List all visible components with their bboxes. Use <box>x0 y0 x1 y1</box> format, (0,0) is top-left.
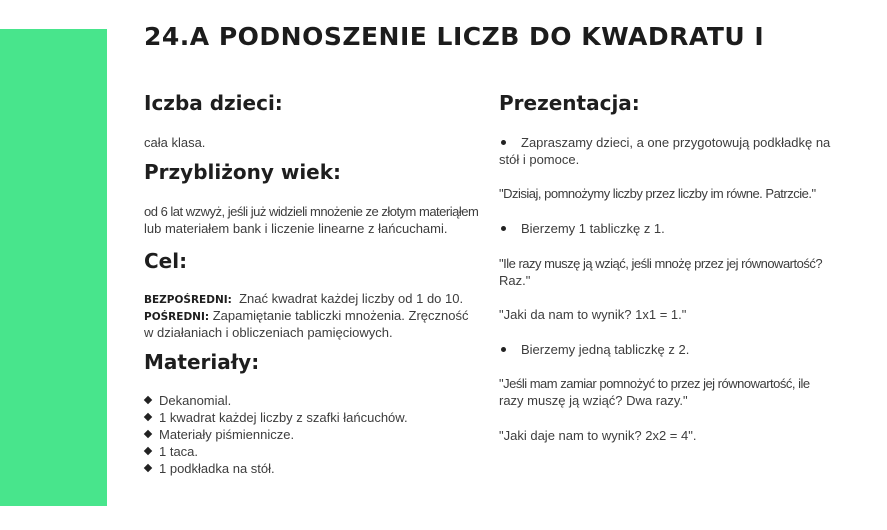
list-item: 1 kwadrat każdej liczby z szafki łańcuchów. <box>144 409 408 426</box>
diamond-bullet-icon <box>144 396 152 404</box>
presentation-quote: "Jeśli mam zamiar pomnożyć to przez jej równowartość, ile <box>499 376 810 391</box>
presentation-quote-cont: razy muszę ją wziąć? Dwa razy." <box>499 393 688 408</box>
presentation-quote: "Dzisiaj, pomnożymy liczby przez liczby im równe. Patrzcie." <box>499 186 816 201</box>
presentation-quote-cont: Raz." <box>499 273 531 288</box>
list-item: 1 taca. <box>144 443 408 460</box>
presentation-bullet: Bierzemy jedną tabliczkę z 2. <box>499 341 689 358</box>
presentation-heading: Prezentacja: <box>499 91 640 115</box>
bullet-dot-icon <box>501 140 506 145</box>
direct-label: BEZPOŚREDNI: <box>144 294 232 306</box>
materials-heading: Materiały: <box>144 350 260 374</box>
diamond-bullet-icon <box>144 430 152 438</box>
list-item: Dekanomial. <box>144 392 408 409</box>
materials-list <box>144 392 408 477</box>
children-heading: Iczba dzieci: <box>144 91 283 115</box>
age-text-line2: lub materiałem bank i liczenie linearne z łańcuchami. <box>144 221 448 236</box>
presentation-quote: "Jaki daje nam to wynik? 2x2 = 4". <box>499 428 697 443</box>
indirect-text: Zapamiętanie tabliczki mnożenia. Zręczność <box>212 308 469 323</box>
age-text-line1: od 6 lat wzwyż, jeśli już widzieli mnożenie ze złotym materiąłem <box>144 204 479 219</box>
goal-indirect-line2: w działaniach i obliczeniach pamięciowych. <box>144 325 393 340</box>
presentation-quote: "Jaki da nam to wynik? 1x1 = 1." <box>499 307 687 322</box>
presentation-text: stół i pomoce. <box>499 152 580 167</box>
presentation-bullet: Bierzemy 1 tabliczkę z 1. <box>499 220 665 237</box>
diamond-bullet-icon <box>144 464 152 472</box>
children-text: cała klasa. <box>144 135 206 150</box>
page-title: 24.A PODNOSZENIE LICZB DO KWADRATU I <box>144 22 765 51</box>
diamond-bullet-icon <box>144 447 152 455</box>
presentation-quote: "Ile razy muszę ją wziąć, jeśli mnożę przez jej równowartość? <box>499 256 823 271</box>
goal-heading: Cel: <box>144 249 188 273</box>
list-item: Materiały piśmiennicze. <box>144 426 408 443</box>
accent-sidebar-bar <box>0 29 107 506</box>
presentation-bullet: Zapraszamy dzieci, a one przygotowują podkładkę na <box>499 134 830 151</box>
direct-text: Znać kwadrat każdej liczby od 1 do 10. <box>239 291 464 306</box>
diamond-bullet-icon <box>144 413 152 421</box>
bullet-dot-icon <box>501 347 506 352</box>
bullet-dot-icon <box>501 226 506 231</box>
list-item: 1 podkładka na stół. <box>144 460 408 477</box>
age-heading: Przybliżony wiek: <box>144 160 342 184</box>
indirect-label: POŚREDNI: <box>144 311 210 323</box>
